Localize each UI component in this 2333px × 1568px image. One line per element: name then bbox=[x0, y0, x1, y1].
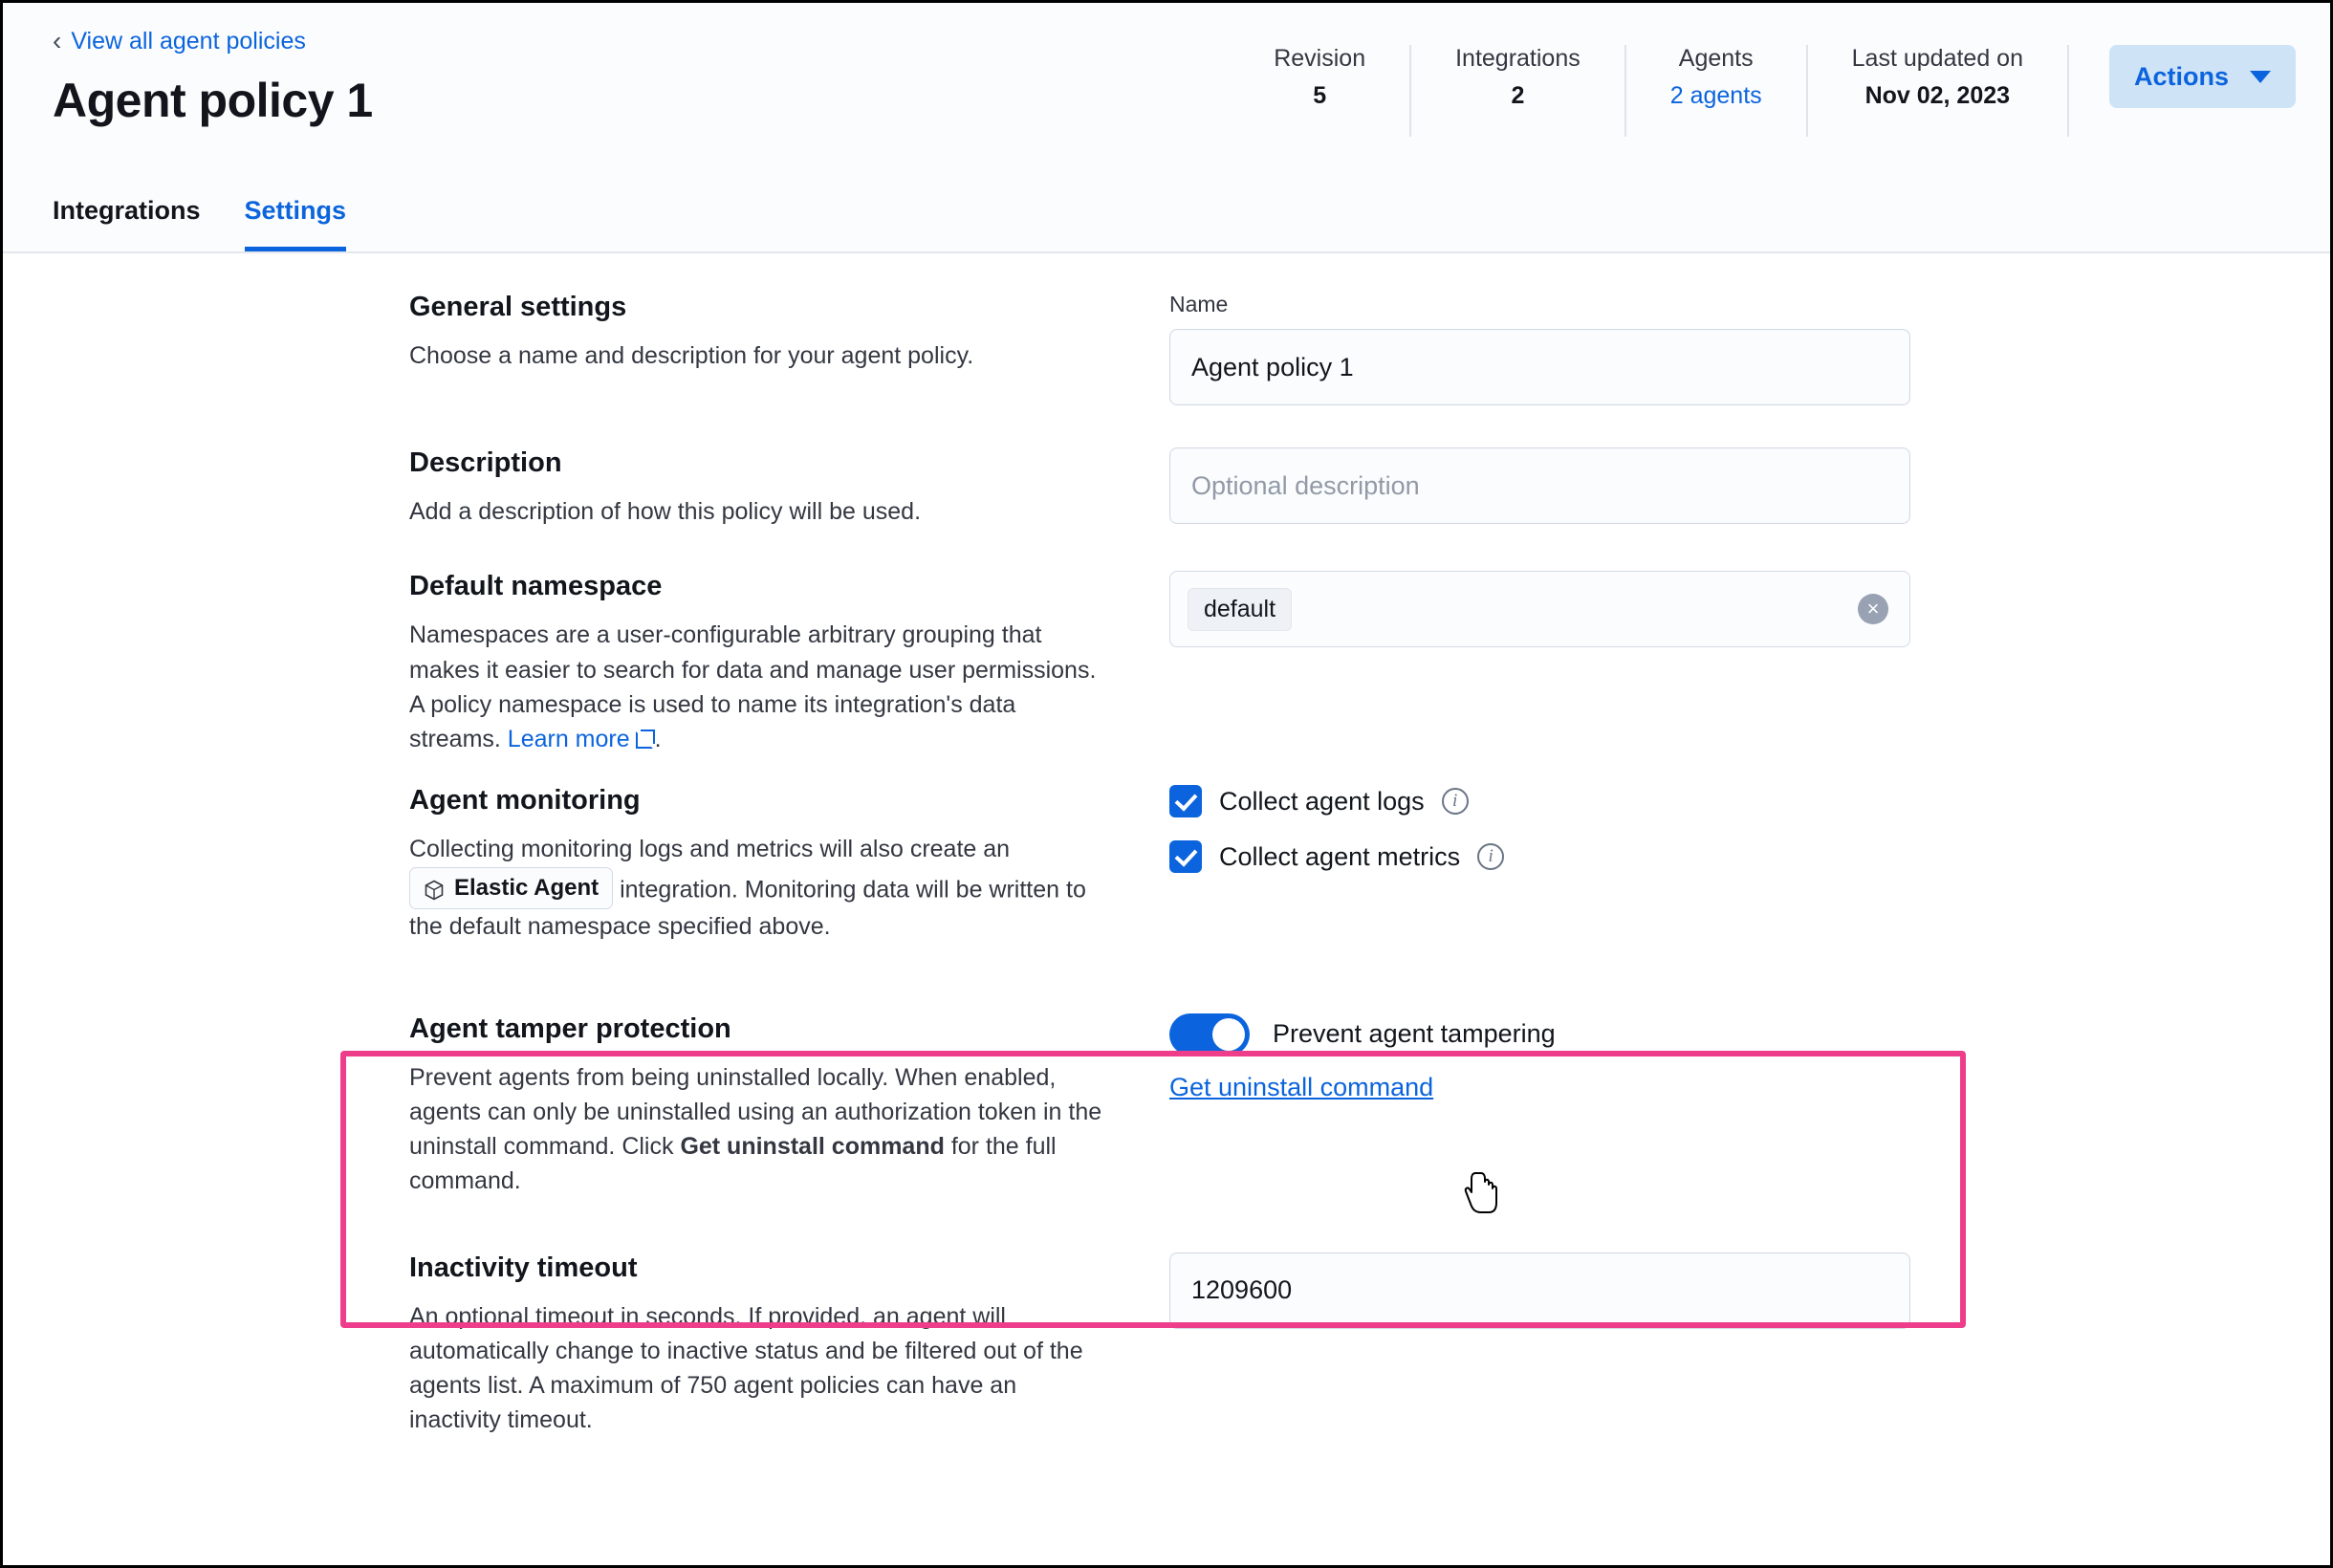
namespace-description-part1: Namespaces are a user-configurable arbitrary grouping that makes it easier to search for data and manage user permissions. A policy namespace is used to name its integration's data streams. bbox=[409, 621, 1097, 752]
description-description: Add a description of how this policy will be used. bbox=[409, 498, 922, 525]
inactivity-text bbox=[409, 1252, 1169, 1438]
policy-description-input[interactable] bbox=[1169, 447, 1910, 524]
stat-last-updated-value: Nov 02, 2023 bbox=[1864, 82, 2011, 109]
general-settings-text bbox=[409, 292, 1169, 405]
tab-integrations[interactable]: Integrations bbox=[53, 196, 201, 225]
collect-agent-metrics-label: Collect agent metrics bbox=[1219, 841, 1461, 871]
tamper-text bbox=[409, 1013, 1169, 1199]
section-agent-tamper-protection bbox=[3, 1002, 2330, 1199]
tamper-desc-bold: Get uninstall command bbox=[680, 1133, 945, 1161]
section-agent-monitoring bbox=[3, 785, 2330, 944]
tab-settings[interactable]: Settings bbox=[245, 196, 347, 251]
tamper-desc-part1: Prevent agents from being uninstalled locally. When enabled, agents can only be uninstalled using an authorization token in the uninstall command. Click bbox=[409, 1063, 1102, 1161]
prevent-agent-tampering-toggle[interactable] bbox=[1169, 1013, 1250, 1056]
actions-button[interactable] bbox=[2109, 45, 2296, 108]
collect-agent-logs-row[interactable] bbox=[1169, 785, 1910, 817]
section-description bbox=[3, 447, 2330, 529]
inactivity-description: An optional timeout in seconds. If provided, an agent will automatically change to inactive status and be filtered out of the agents list. A maximum of 750 agent policies can have an inactivity timeout. bbox=[409, 1302, 1083, 1434]
name-field-label: Name bbox=[1169, 292, 1229, 316]
elastic-agent-badge-label: Elastic Agent bbox=[454, 874, 600, 901]
inactivity-controls bbox=[1169, 1252, 1910, 1438]
monitoring-text bbox=[409, 785, 1169, 944]
namespace-learn-more-link[interactable]: Learn more bbox=[507, 726, 630, 752]
get-uninstall-command-link[interactable]: Get uninstall command bbox=[1169, 1072, 1434, 1101]
back-to-agent-policies-link[interactable] bbox=[53, 25, 306, 55]
elastic-agent-badge bbox=[409, 867, 613, 910]
external-link-icon bbox=[636, 730, 655, 749]
inactivity-title: Inactivity timeout bbox=[409, 1252, 638, 1283]
cube-icon bbox=[424, 878, 445, 899]
tamper-title: Agent tamper protection bbox=[409, 1013, 731, 1044]
monitoring-controls bbox=[1169, 785, 1910, 944]
info-icon[interactable]: i bbox=[1442, 788, 1469, 815]
namespace-selected-pill: default bbox=[1188, 588, 1292, 631]
prevent-agent-tampering-label: Prevent agent tampering bbox=[1273, 1019, 1556, 1049]
stat-integrations-label: Integrations bbox=[1455, 45, 1581, 72]
stat-agents-label: Agents bbox=[1678, 45, 1754, 72]
clear-selection-icon[interactable]: × bbox=[1858, 594, 1888, 624]
tamper-description bbox=[409, 1060, 1112, 1199]
collect-agent-metrics-checkbox[interactable] bbox=[1169, 840, 1202, 873]
general-settings-description: Choose a name and description for your agent policy. bbox=[409, 342, 974, 369]
info-icon[interactable]: i bbox=[1477, 843, 1504, 870]
tamper-controls bbox=[1169, 1013, 1910, 1199]
namespace-title: Default namespace bbox=[409, 571, 663, 602]
collect-agent-logs-checkbox[interactable] bbox=[1169, 785, 1202, 817]
stat-agents-value-link[interactable]: 2 agents bbox=[1669, 82, 1762, 109]
collect-agent-logs-label: Collect agent logs bbox=[1219, 786, 1425, 816]
general-settings-title: General settings bbox=[409, 292, 627, 322]
stat-revision-label: Revision bbox=[1274, 45, 1366, 72]
namespace-controls bbox=[1169, 571, 1910, 756]
stat-revision-value: 5 bbox=[1313, 82, 1327, 109]
settings-body bbox=[3, 253, 2330, 1438]
stat-last-updated-label: Last updated on bbox=[1851, 45, 2023, 72]
stat-revision bbox=[1230, 45, 1411, 137]
policy-name-input[interactable] bbox=[1169, 329, 1910, 405]
page-header bbox=[3, 3, 2330, 253]
namespace-combobox[interactable] bbox=[1169, 571, 1910, 647]
section-general-settings bbox=[3, 292, 2330, 405]
monitoring-desc-part1: Collecting monitoring logs and metrics will also create an bbox=[409, 836, 1011, 863]
stat-agents bbox=[1626, 45, 1808, 137]
tab-bar bbox=[53, 196, 346, 251]
description-controls bbox=[1169, 447, 1910, 529]
namespace-description-end: . bbox=[654, 726, 662, 752]
stat-last-updated bbox=[1808, 45, 2069, 137]
collect-agent-metrics-row[interactable] bbox=[1169, 840, 1910, 873]
description-title: Description bbox=[409, 447, 562, 478]
policy-stats bbox=[1230, 45, 2296, 137]
description-text bbox=[409, 447, 1169, 529]
page-title: Agent policy 1 bbox=[53, 74, 373, 127]
actions-button-label: Actions bbox=[2133, 61, 2229, 91]
section-inactivity-timeout bbox=[3, 1252, 2330, 1438]
namespace-text bbox=[409, 571, 1169, 756]
general-settings-controls bbox=[1169, 292, 1910, 405]
prevent-agent-tampering-row[interactable] bbox=[1169, 1013, 1910, 1056]
monitoring-desc-part2: integration. Monitoring data will be written to the default namespace specified above. bbox=[409, 875, 1086, 941]
tamper-desc-part2: for the full command. bbox=[409, 1133, 1057, 1195]
inactivity-timeout-input[interactable] bbox=[1169, 1252, 1910, 1329]
chevron-down-icon bbox=[2250, 71, 2271, 83]
namespace-description bbox=[409, 618, 1112, 756]
stat-integrations-value: 2 bbox=[1511, 82, 1525, 109]
stat-integrations bbox=[1411, 45, 1626, 137]
back-link-label: View all agent policies bbox=[71, 28, 306, 54]
section-default-namespace bbox=[3, 571, 2330, 756]
monitoring-description bbox=[409, 832, 1112, 944]
chevron-left-icon: ‹ bbox=[53, 25, 62, 55]
monitoring-title: Agent monitoring bbox=[409, 785, 641, 817]
